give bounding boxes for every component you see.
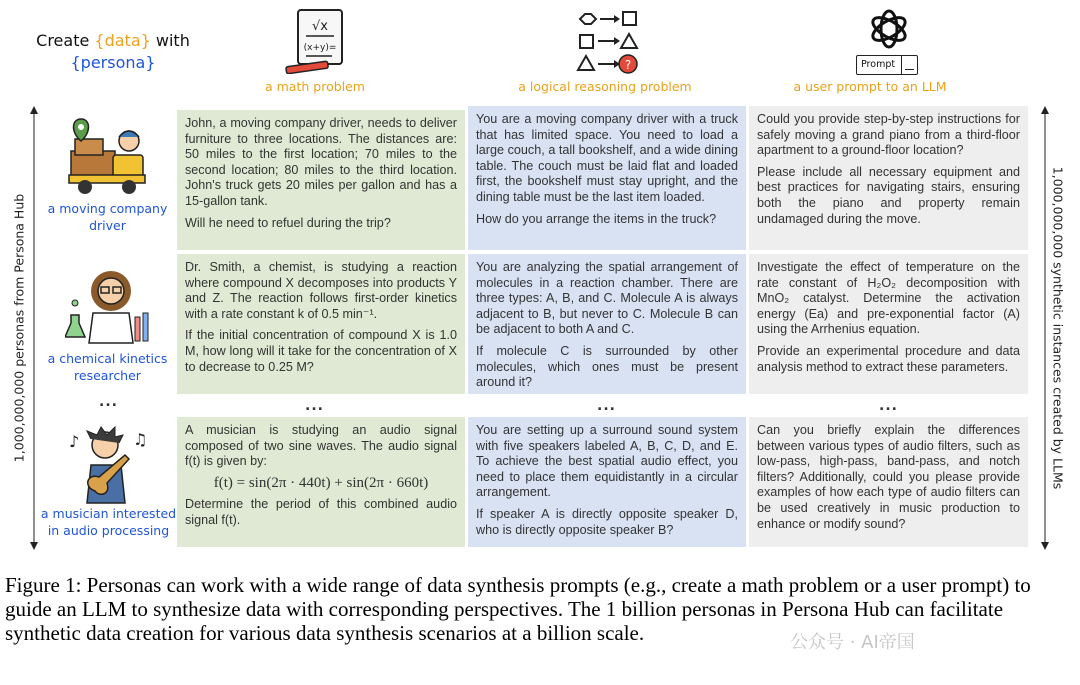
openai-logo-icon	[866, 6, 912, 52]
logic-cell-chemist: You are analyzing the spatial arrangement of molecules in a reaction chamber. There are three types: A, B, and C. Molecule A is always adjacent to B, but never to C. Molecule B can be adjacent to both A and C. If molecule C is surrounded by other molecules, which ones must be present around it?	[468, 254, 746, 394]
prompt-cell-chemist: Investigate the effect of temperature on the rate constant of H₂O₂ decomposition with MnO₂ catalyst. Determine the activation energy (Ea) and pre-exponential factor (A) using the Arrhenius equation. Provide an experimental procedure and data analysis method to extract these parameters.	[749, 254, 1028, 394]
svg-text:?: ?	[624, 58, 632, 72]
logic-shapes-icon	[570, 8, 640, 78]
persona-label-driver: a moving company driver	[47, 201, 168, 233]
left-axis-arrow	[30, 106, 38, 550]
moving-driver-icon	[65, 117, 155, 197]
math-cell-musician: A musician is studying an audio signal composed of two sine waves. The audio signal f(t) is given by: f(t) = sin(2π · 440t) + sin(2π · 660t) Determine the period of this combined audio signal f(t).	[177, 417, 465, 547]
ellipsis-logic: ...	[597, 398, 616, 414]
logic-cell-musician: You are setting up a surround sound system with five speakers labeled A, B, C, D, and E. To achieve the best spatial audio effect, you need to place them equidistantly in a circular arrangement. If speaker A is directly opposite speaker D, who is directly opposite speaker B?	[468, 417, 746, 547]
data-token: {data}	[94, 31, 151, 50]
column-label-logic: a logical reasoning problem	[518, 79, 692, 94]
prompt-box: Prompt	[856, 55, 918, 75]
chemist-researcher-icon	[65, 265, 155, 345]
audio-signal-formula: f(t) = sin(2π · 440t) + sin(2π · 660t)	[213, 474, 429, 491]
left-axis-label: 1,000,000,000 personas from Persona Hub	[11, 193, 27, 463]
ellipsis-persona: ...	[99, 394, 118, 410]
column-label-math: a math problem	[265, 79, 365, 94]
figure-caption: Figure 1: Personas can work with a wide range of data synthesis prompts (e.g., create a math problem or a user prompt) to guide an LLM to synthesize data with corresponding perspectives. The 1 billion personas in Persona Hub can facilitate synthetic data creation for various data synthesis scenarios at a billion scale.	[5, 573, 1031, 645]
figure-heading: Create {data} with {persona}	[36, 31, 190, 72]
persona-label-chemist: a chemical kinetics researcher	[47, 351, 168, 383]
math-cell-driver: John, a moving company driver, needs to deliver furniture to three locations. The distances are: 50 miles to the first location; 70 miles to the second location; 80 miles to the third location. John's truck gets 20 miles per gallon and has a 15-gallon tank. Will he need to refuel during the trip?	[177, 110, 465, 250]
ellipsis-math: ...	[305, 398, 324, 414]
persona-token: {persona}	[70, 53, 156, 72]
math-problem-icon	[282, 6, 352, 74]
svg-text:♪: ♪	[69, 432, 80, 451]
watermark: 公众号 · AI帝国	[790, 632, 915, 653]
logic-cell-driver: You are a moving company driver with a truck that has limited space. You need to load a large couch, a tall bookshelf, and a wide dining table. The couch must be laid flat and loaded first, the bookshelf must stay upright, and the dining table must be the last item loaded. How do you arrange the items in the truck?	[468, 106, 746, 250]
right-axis-arrow	[1041, 106, 1049, 550]
ellipsis-prompt: ...	[879, 398, 898, 414]
prompt-cell-musician: Can you briefly explain the differences between various types of audio filters, such as low-pass, high-pass, band-pass, and notch filters? Additionally, could you please provide examples of how each type of audio filters can be used creatively in music production to enhance or modify sound?	[749, 417, 1028, 547]
svg-text:√x: √x	[312, 19, 328, 34]
musician-guitar-icon	[65, 425, 155, 505]
right-axis-label: 1,000,000,000 synthetic instances created by LLMs	[1050, 166, 1066, 490]
svg-text:♫: ♫	[133, 430, 148, 449]
svg-text:(x+y)=: (x+y)=	[303, 43, 337, 53]
column-label-prompt: a user prompt to an LLM	[793, 79, 947, 94]
persona-label-musician: a musician interested in audio processing	[40, 506, 177, 538]
prompt-cell-driver: Could you provide step-by-step instructions for safely moving a grand piano from a third-floor apartment to a ground-floor location? Please include all necessary equipment and best practices for navigating stairs, ensuring both the piano and property remain undamaged during the move.	[749, 106, 1028, 250]
math-cell-chemist: Dr. Smith, a chemist, is studying a reaction where compound X decomposes into products Y and Z. The reaction follows first-order kinetics with a rate constant k of 0.5 min⁻¹. If the initial concentration of compound X is 1.0 M, how long will it take for the concentration of X to decrease to 0.25 M?	[177, 254, 465, 394]
